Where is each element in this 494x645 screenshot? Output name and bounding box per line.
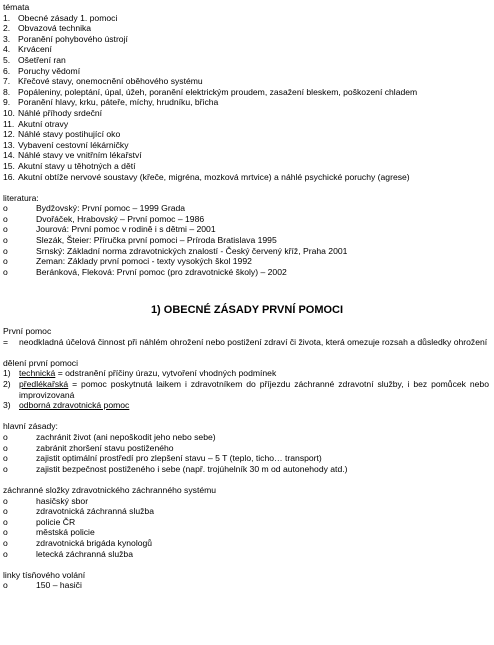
topic-item — [3, 55, 491, 66]
topic-item — [3, 66, 491, 77]
literature-item-text: Dvořáček, Hrabovský – První pomoc – 1986 — [36, 213, 205, 224]
principle-item-text: zajistit optimální prostředí pro zlepšení stavu – 5 T (teplo, ticho… transport) — [36, 453, 322, 464]
topic-number: 14. — [3, 150, 15, 161]
topic-number: 2. — [3, 23, 11, 34]
bullet-mark: o — [3, 506, 8, 517]
literature-item-text: Beránková, Fleková: První pomoc (pro zdravotnické školy) – 2002 — [36, 266, 287, 277]
first-aid-definition — [3, 337, 491, 348]
topic-text: Vybavení cestovní lékárničky — [18, 139, 129, 150]
division-item — [3, 379, 491, 400]
topic-number: 15. — [3, 160, 15, 171]
topic-number: 9. — [3, 97, 11, 108]
emergency-item — [3, 580, 491, 591]
rescue-item — [3, 538, 491, 549]
topics-list — [3, 13, 491, 183]
principle-item — [3, 443, 491, 454]
topics-heading: témata — [3, 2, 30, 12]
principle-item — [3, 464, 491, 475]
bullet-mark: o — [3, 453, 8, 464]
bullet-mark: o — [3, 245, 8, 256]
rescue-item-text: letecká záchranná služba — [36, 548, 133, 559]
topic-number: 16. — [3, 171, 15, 182]
topic-item — [3, 150, 491, 161]
topic-number: 12. — [3, 129, 15, 140]
principle-item-text: zabránit zhoršení stavu postiženého — [36, 442, 174, 453]
bullet-mark: o — [3, 235, 8, 246]
topic-number: 8. — [3, 86, 11, 97]
literature-item — [3, 267, 491, 278]
topic-number: 10. — [3, 107, 15, 118]
topic-number: 6. — [3, 65, 11, 76]
topic-number: 4. — [3, 44, 11, 55]
division-body — [19, 400, 491, 411]
topic-item — [3, 97, 491, 108]
topic-item — [3, 129, 491, 140]
rescue-item-text: městská policie — [36, 527, 95, 538]
topic-text: Poranění pohybového ústrojí — [18, 33, 128, 44]
bullet-mark: o — [3, 442, 8, 453]
bullet-mark: o — [3, 266, 8, 277]
bullet-mark: o — [3, 431, 8, 442]
definition-text: neodkladná účelová činnost při náhlém ohrožení nebo postižení zdraví či života, která omezuje rozsah a důsledky ohrožení — [19, 336, 488, 347]
principle-item-text: zajistit bezpečnost postiženého i sebe (např. trojúhelník 30 m od autonehody atd.) — [36, 463, 348, 474]
literature-item-text: Jourová: První pomoc v rodině i s dětmi – 2001 — [36, 224, 216, 235]
division-heading: dělení první pomoci — [3, 357, 78, 368]
topic-text: Poruchy vědomí — [18, 65, 81, 76]
division-item — [3, 400, 491, 411]
topic-text: Náhlé stavy ve vnitřním lékařství — [18, 150, 142, 161]
literature-list — [3, 203, 491, 277]
topic-text: Popáleniny, poleptání, úpal, úžeh, poranění elektrickým proudem, zasažení bleskem, poškození chladem — [18, 86, 418, 97]
bullet-mark: o — [3, 548, 8, 559]
emergency-list — [3, 580, 491, 591]
rescue-item-text: zdravotnická záchranná služba — [36, 506, 154, 517]
division-term: technická — [19, 368, 56, 379]
topic-item — [3, 87, 491, 98]
topic-text: Náhlé příhody srdeční — [18, 107, 103, 118]
division-number: 1) — [3, 368, 11, 379]
literature-item — [3, 214, 491, 225]
topic-text: Krvácení — [18, 44, 52, 55]
topic-item — [3, 119, 491, 130]
topic-text: Akutní otravy — [18, 118, 69, 129]
topic-text: Obecné zásady 1. pomoci — [18, 12, 118, 23]
bullet-mark: o — [3, 256, 8, 267]
topic-number: 7. — [3, 76, 11, 87]
bullet-mark: o — [3, 213, 8, 224]
literature-item-text: Slezák, Šteier: Příručka první pomoci – Príroda Bratislava 1995 — [36, 235, 277, 246]
division-term: odborná zdravotnická pomoc — [19, 400, 130, 411]
topic-item — [3, 140, 491, 151]
topic-text: Ošetření ran — [18, 54, 66, 65]
rescue-item-text: policie ČR — [36, 516, 76, 527]
division-text: = pomoc poskytnutá laikem i zdravotníkem do příjezdu záchranné zdravotní služby, i bez pomůcek nebo improvizovaná — [19, 379, 489, 400]
division-number: 2) — [3, 379, 11, 389]
rescue-item — [3, 506, 491, 517]
division-body — [19, 379, 491, 400]
bullet-mark: o — [3, 224, 8, 235]
topic-number: 5. — [3, 54, 11, 65]
first-aid-heading: První pomoc — [3, 326, 52, 337]
principle-item-text: zachránit život (ani nepoškodit jeho nebo sebe) — [36, 431, 216, 442]
rescue-item-text: hasičský sbor — [36, 495, 89, 506]
bullet-mark: o — [3, 463, 8, 474]
principle-item — [3, 432, 491, 443]
rescue-list — [3, 496, 491, 560]
division-term: předlékařská — [19, 379, 69, 389]
topic-text: Křečové stavy, onemocnění oběhového systému — [18, 76, 203, 87]
topic-number: 11. — [3, 118, 15, 129]
division-item — [3, 368, 491, 379]
rescue-item-text: zdravotnická brigáda kynologů — [36, 537, 153, 548]
topic-text: Náhlé stavy postihující oko — [18, 129, 121, 140]
equals-mark: = — [3, 336, 9, 347]
rescue-item — [3, 517, 491, 528]
literature-heading: literatura: — [3, 192, 39, 203]
literature-item-text: Bydžovský: První pomoc – 1999 Grada — [36, 203, 186, 214]
literature-item-text: Zeman: Základy první pomoci - texty vysokých škol 1992 — [36, 256, 252, 267]
literature-item — [3, 235, 491, 246]
topic-text: Akutní obtíže nervové soustavy (křeče, migréna, mozková mrtvice) a náhlé psychické poruchy (agrese) — [18, 171, 410, 182]
rescue-item — [3, 527, 491, 538]
literature-item — [3, 224, 491, 235]
principle-item — [3, 453, 491, 464]
bullet-mark: o — [3, 537, 8, 548]
bullet-mark: o — [3, 580, 8, 591]
topic-item — [3, 76, 491, 87]
topic-item — [3, 13, 491, 24]
topic-text: Obvazová technika — [18, 23, 92, 34]
division-body — [19, 368, 491, 379]
rescue-item — [3, 496, 491, 507]
topic-number: 13. — [3, 139, 15, 150]
topic-item — [3, 161, 491, 172]
division-list — [3, 368, 491, 410]
division-text: = odstranění příčiny úrazu, vytvoření vhodných podmínek — [55, 368, 277, 379]
topic-number: 3. — [3, 33, 11, 44]
principles-heading: hlavní zásady: — [3, 421, 58, 432]
principles-list — [3, 432, 491, 474]
topic-item — [3, 172, 491, 183]
topic-item — [3, 44, 491, 55]
topic-number: 1. — [3, 12, 11, 23]
literature-item — [3, 246, 491, 257]
topic-text: Akutní stavy u těhotných a dětí — [18, 160, 136, 171]
topic-item — [3, 34, 491, 45]
literature-item — [3, 203, 491, 214]
bullet-mark: o — [3, 495, 8, 506]
emergency-heading: linky tísňového volání — [3, 569, 86, 580]
division-number: 3) — [3, 400, 11, 411]
bullet-mark: o — [3, 516, 8, 527]
section-title: 1) OBECNÉ ZÁSADY PRVNÍ POMOCI — [150, 304, 344, 317]
topic-item — [3, 108, 491, 119]
topic-text: Poranění hlavy, krku, páteře, míchy, hrudníku, břicha — [18, 97, 219, 108]
topic-item — [3, 23, 491, 34]
rescue-item — [3, 549, 491, 560]
literature-item-text: Srnský: Základní norma zdravotnických znalostí - Český červený kříž, Praha 2001 — [36, 245, 348, 256]
rescue-heading: záchranné složky zdravotnického záchranného systému — [3, 484, 217, 495]
bullet-mark: o — [3, 203, 8, 214]
emergency-item-text: 150 – hasiči — [36, 580, 82, 591]
bullet-mark: o — [3, 527, 8, 538]
literature-item — [3, 256, 491, 267]
